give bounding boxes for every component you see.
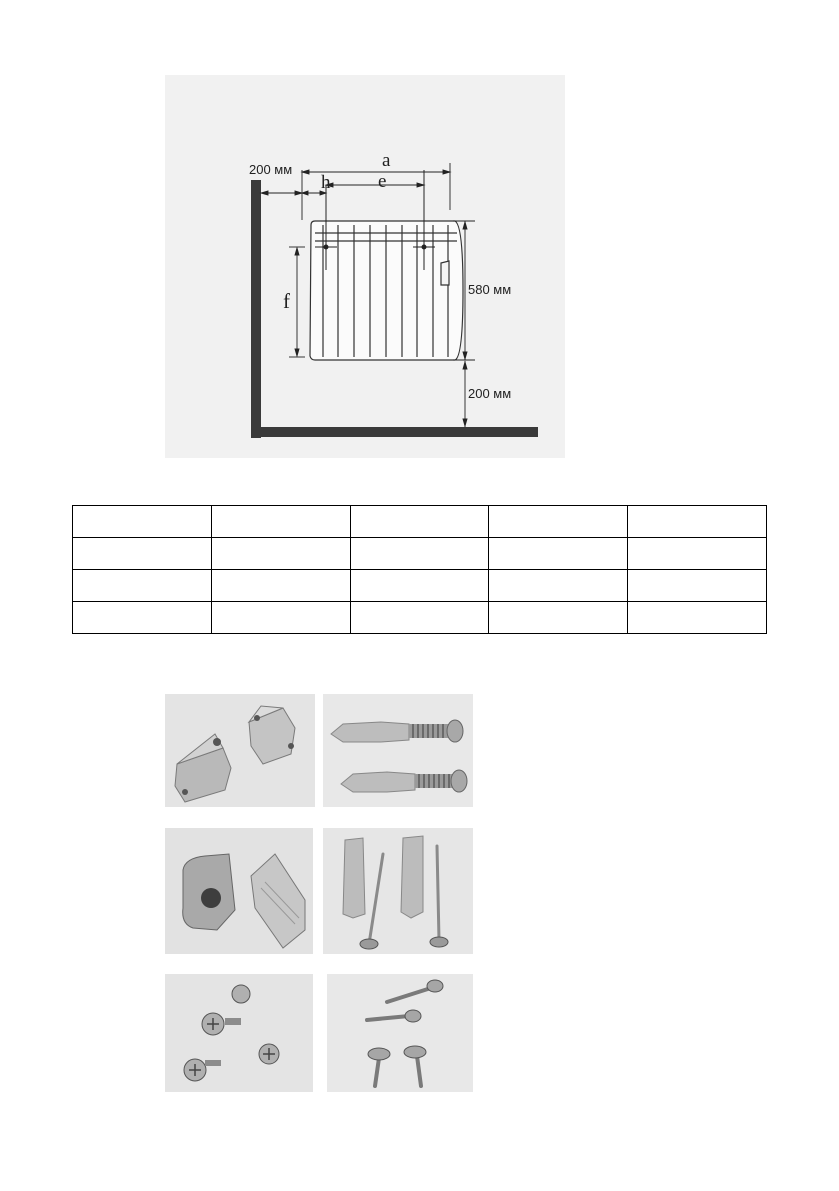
table-cell (73, 538, 212, 570)
table-cell (628, 506, 767, 538)
plug-screw-photo (323, 694, 473, 807)
long-plug-screw-photo (323, 828, 473, 954)
table-cell (489, 602, 628, 634)
table-row (73, 506, 767, 538)
dim-label-e: e (378, 171, 387, 192)
dim-label-a: a (382, 150, 391, 171)
dimensions-table (72, 505, 767, 634)
wall (251, 180, 261, 438)
dim-label-height: 580 мм (468, 282, 512, 297)
floor (251, 427, 538, 437)
table-cell (211, 506, 350, 538)
radiator (310, 221, 463, 360)
table-row (73, 602, 767, 634)
table-cell (628, 602, 767, 634)
table-cell (73, 570, 212, 602)
table-row (73, 570, 767, 602)
dim-label-h: h (321, 172, 331, 193)
table-row (73, 538, 767, 570)
table-cell (628, 538, 767, 570)
table-cell (73, 602, 212, 634)
wall-bracket-photo (165, 694, 315, 807)
table-cell (628, 570, 767, 602)
table-cell (489, 506, 628, 538)
table-cell (489, 570, 628, 602)
flange-screws-photo (327, 974, 473, 1092)
table-cell (350, 538, 489, 570)
table-cell (73, 506, 212, 538)
table-cell (211, 570, 350, 602)
table-cell (211, 602, 350, 634)
foot-bracket-photo (165, 828, 313, 954)
table-cell (350, 602, 489, 634)
dim-label-side-clearance: 200 мм (249, 162, 293, 177)
table-cell (489, 538, 628, 570)
table-cell (350, 506, 489, 538)
short-screws-photo (165, 974, 313, 1092)
dim-label-f: f (283, 289, 290, 313)
table-cell (211, 538, 350, 570)
dim-label-floor-clearance: 200 мм (468, 386, 512, 401)
installation-diagram (165, 75, 565, 458)
table-cell (350, 570, 489, 602)
